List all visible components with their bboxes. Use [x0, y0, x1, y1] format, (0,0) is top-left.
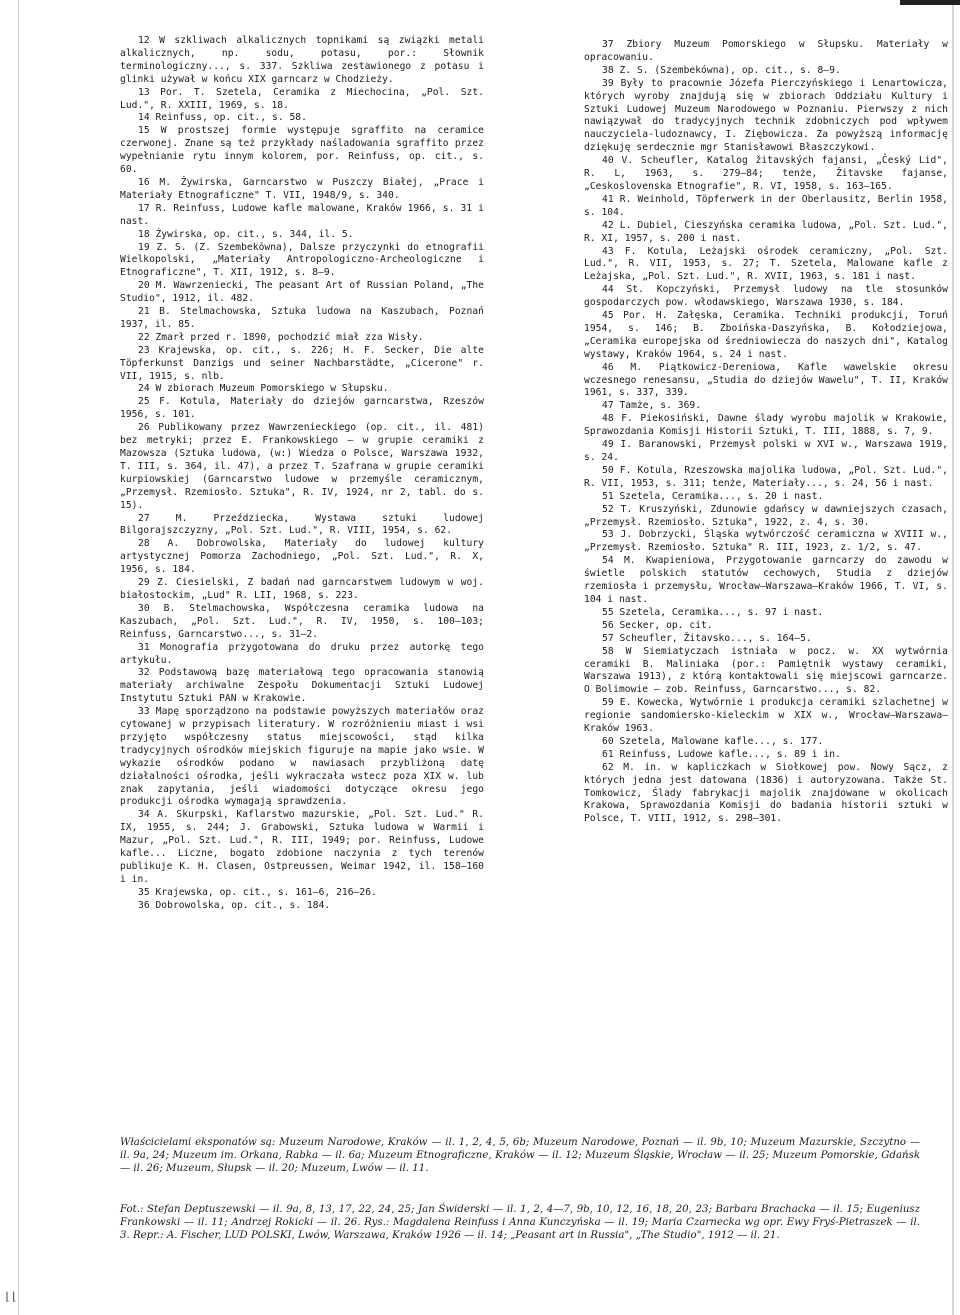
footnote: 52 T. Kruszyński, Zdunowie gdańscy w dawniejszych czasach, „Przemysł. Rzemiosło. Sztuka", 1922, z. 4, s. 30. — [584, 503, 948, 528]
footnote: 42 L. Dubiel, Cieszyńska ceramika ludowa, „Pol. Szt. Lud.", R. XI, 1957, s. 200 i nast. — [584, 219, 948, 244]
footnote: 30 B. Stelmachowska, Współczesna ceramika ludowa na Kaszubach, „Pol. Szt. Lud.", R. IV, 1950, s. 100—103; Reinfuss, Garncarstwo..., s. 31—2. — [120, 602, 484, 640]
footnote: 15 W prostszej formie występuje sgraffito na ceramice czerwonej. Znane są też przykłady naśladowania sgraffito przez wypełnianie rytu innym kolorem, por. Reinfuss, op. cit., s. 60. — [120, 125, 484, 176]
footnotes-columns — [120, 35, 948, 913]
footnote: 50 F. Kotula, Rzeszowska majolika ludowa, „Pol. Szt. Lud.", R. VII, 1953, s. 311; tenże, Materiały..., s. 24, 56 i nast. — [584, 464, 948, 489]
footnote: 14 Reinfuss, op. cit., s. 58. — [138, 112, 307, 124]
footnote: 33 Mapę sporządzono na podstawie powyższych materiałów oraz cytowanej w przypisach literatury. W rozróżnieniu miast i wsi przyjęto współczesny status miejscowości, stąd kilka tradycyjnych ośrodków miejskich figuruje na mapie jako wsie. W wykazie ośrodków podano w nawiasach przybliżoną datę działalności ośrodka, jeśli wykraczała wstecz poza XIX w. lub znak zapytania, jeśli wiadomości dotyczące okresu jego produkcji ośrodka wymagają sprawdzenia. — [120, 706, 484, 808]
footnote: 22 Zmarł przed r. 1890, pochodzić miał zza Wisły. — [138, 331, 424, 343]
footnote: 58 W Siemiatyczach istniała w pocz. w. XX wytwórnia ceramiki B. Maliniaka (por.: Pamiętnik wystawy ceramiki, Warszawa 1913), z którą kontaktowali się miejscowi garncarze. O Bolimowie — zob. Reinfuss, Garncarstwo..., s. 82. — [584, 645, 948, 696]
footnote: 34 A. Skurpski, Kaflarstwo mazurskie, „Pol. Szt. Lud." R. IX, 1955, s. 244; J. Grabowski, Sztuka ludowa w Warmii i Mazur, „Pol. Szt. Lud.", R. III, 1949; por. Reinfuss, Ludowe kafle... Liczne, bogato zdobione naczynia z tych terenów publikuje K. H. Clasen, Ostpreussen, Weimar 1942, il. 158—160 i in. — [120, 809, 484, 885]
footnote: 17 R. Reinfuss, Ludowe kafle malowane, Kraków 1966, s. 31 i nast. — [120, 202, 484, 227]
footnote: 23 Krajewska, op. cit., s. 226; H. F. Secker, Die alte Töpferkunst Danzigs und seiner Nachbarstädte, „Cicerone" r. VII, 1915, s. nlb. — [120, 344, 484, 382]
footnote: 44 St. Kopczyński, Przemysł ludowy na tle stosunków gospodarczych pow. włodawskiego, Warszawa 1930, s. 184. — [584, 284, 948, 309]
footnote: 45 Por. H. Załęska, Ceramika. Techniki produkcji, Toruń 1954, s. 146; B. Zboińska-Daszyńska, B. Kołodziejowa, „Ceramika europejska od średniowiecza do naszych dni", Katalog wystawy, Kraków 1964, s. 24 i nast. — [584, 310, 948, 360]
footnote: 47 Tamże, s. 369. — [602, 400, 702, 412]
footnotes-left-column — [120, 35, 484, 913]
page-edge-right — [952, 0, 954, 1315]
footnote: 35 Krajewska, op. cit., s. 161—6, 216—26. — [138, 886, 377, 898]
footnote: 61 Reinfuss, Ludowe kafle..., s. 89 i in. — [602, 748, 841, 760]
footnote: 27 M. Przeździecka, Wystawa sztuki ludowej Bilgorajszczyzny, „Pol. Szt. Lud.", R. VIII, 1954, s. 62. — [120, 512, 484, 537]
footnote: 32 Podstawową bazę materiałową tego opracowania stanowią materiały archiwalne Zespołu Dokumentacji Sztuki Ludowej Instytutu Sztuki PAN w Krakowie. — [120, 667, 484, 705]
footnote: 12 W szkliwach alkalicznych topnikami są związki metali alkalicznych, np. sodu, potasu, por.: Słownik terminologiczny..., s. 337. Szkliwa zestawionego z potasu i glinki używał w końcu XIX garncarz w Chodzieży. — [120, 35, 484, 85]
footnote: 31 Monografia przygotowana do druku przez autorkę tego artykułu. — [120, 641, 484, 666]
footnote: 49 I. Baranowski, Przemysł polski w XVI w., Warszawa 1919, s. 24. — [584, 439, 948, 463]
photo-credits-note: Fot.: Stefan Deptuszewski — il. 9a, 8, 13, 17, 22, 24, 25; Jan Świderski — il. 1, 2, 4—7, 9b, 10, 12, 16, 18, 20, 23; Barbara Brachacka — il. 15; Eugeniusz Frankowski — il. 11; Andrzej Rokicki — il. 26. Rys.: Magdalena Reinfuss i Anna Kunczyńska — il. 19; Maria Czarnecka wg opr. Ewy Fryś-Pietraszek — il. 3. Repr.: A. Fischer, LUD POLSKI, Lwów, Warszawa, Kraków 1926 — il. 14; „Peasant art in Russia", „The Studio", 1912 — il. 21. — [120, 1204, 920, 1242]
exhibit-owners-note: Właścicielami eksponatów są: Muzeum Narodowe, Kraków — il. 1, 2, 4, 5, 6b; Muzeum Narodowe, Poznań — il. 9b, 10; Muzeum Mazurskie, Szczytno — il. 9a, 24; Muzeum im. Orkana, Rabka — il. 6a; Muzeum Etnograficzne, Kraków — il. 12; Muzeum Śląskie, Wrocław — il. 25; Muzeum Pomorskie, Gdańsk — il. 26; Muzeum, Słupsk — il. 20; Muzeum, Lwów — il. 11. — [120, 1137, 920, 1175]
footnote: 46 M. Piątkowicz-Dereniowa, Kafle wawelskie okresu wczesnego renesansu, „Studia do dziejów Wawelu", T. II, Kraków 1961, s. 337, 339. — [584, 361, 948, 399]
footnote: 56 Secker, op. cit. — [602, 619, 713, 631]
footnote: 55 Szetela, Ceramika..., s. 97 i nast. — [602, 606, 824, 618]
footnote: 60 Szetela, Malowane kafle..., s. 177. — [602, 735, 824, 747]
scan-corner-mark: ⌊⌊ — [4, 1290, 18, 1303]
footnote: 21 B. Stelmachowska, Sztuka ludowa na Kaszubach, Poznań 1937, il. 85. — [120, 306, 484, 330]
footnote: 54 M. Kwapieniowa, Przygotowanie garncarzy do zawodu w świetle polskich statutów cechowych, Studia z dziejów rzemiosła i przemysłu, Wrocław—Warszawa—Kraków 1966, T. VI, s. 104 i nast. — [584, 555, 948, 605]
footnote: 38 Z. S. (Szembekówna), op. cit., s. 8—9. — [602, 64, 841, 76]
footnote: 28 A. Dobrowolska, Materiały do ludowej kultury artystycznej Pomorza Zachodniego, „Pol. Szt. Lud.", R. X, 1956, s. 184. — [120, 538, 484, 576]
footnote: 29 Z. Ciesielski, Z badań nad garncarstwem ludowym w woj. białostockim, „Lud" R. LII, 1968, s. 223. — [120, 577, 484, 601]
footnote: 53 J. Dobrzycki, Śląska wytwórczość ceramiczna w XVIII w., „Przemysł. Rzemiosło. Sztuka" R. III, 1923, z. 1/2, s. 47. — [584, 529, 948, 554]
footnote: 20 M. Wawrzeniecki, The peasant Art of Russian Poland, „The Studio", 1912, il. 482. — [120, 280, 484, 305]
footnote: 51 Szetela, Ceramika..., s. 20 i nast. — [602, 490, 824, 502]
scan-top-mark — [900, 0, 960, 5]
footnote: 19 Z. S. (Z. Szembekówna), Dalsze przyczynki do etnografii Wielkopolski, „Materiały Antropologiczno-Archeologiczne i Etnograficzne", T. XII, 1912, s. 8—9. — [120, 241, 484, 279]
footnote: 36 Dobrowolska, op. cit., s. 184. — [138, 899, 331, 911]
footnote: 18 Żywirska, op. cit., s. 344, il. 5. — [138, 228, 354, 240]
footnote: 43 F. Kotula, Leżajski ośrodek ceramiczny, „Pol. Szt. Lud.", R. VII, 1953, s. 27; T. Szetela, Malowane kafle z Leżajska, „Pol. Szt. Lud.", R. XVII, 1963, s. 181 i nast. — [584, 245, 948, 283]
footnote: 41 R. Weinhold, Töpferwerk in der Oberlausitz, Berlin 1958, s. 104. — [584, 193, 948, 218]
footnote: 25 F. Kotula, Materiały do dziejów garncarstwa, Rzeszów 1956, s. 101. — [120, 396, 484, 421]
footnote: 26 Publikowany przez Wawrzenieckiego (op. cit., il. 481) bez metryki; przez E. Frankowskiego — w grupie ceramiki z Mazowsza (Sztuka ludowa, (w:) Wiedza o Polsce, Warszawa 1932, T. III, s. 364, il. 47), a przez T. Szafrana w grupie ceramiki kurpiowskiej (Garncarstwo ludowe w przemyśle ceramicznym, „Przemysł. Rzemiosło. Sztuka", R. IV, 1924, nr 2, tabl. do s. 15). — [120, 422, 484, 511]
footnote: 13 Por. T. Szetela, Ceramika z Miechocina, „Pol. Szt. Lud.", R. XXIII, 1969, s. 18. — [120, 86, 484, 111]
footnote: 24 W zbiorach Muzeum Pomorskiego w Słupsku. — [138, 383, 389, 395]
footnote: 39 Były to pracownie Józefa Pierczyńskiego i Lenartowicza, których wyroby znajdują się w zbiorach Oddziału Kultury i Sztuki Ludowej Muzeum Narodowego w Poznaniu. Pierwszy z nich nawiązywał do tradycyjnych technik zdobniczych pod wpływem nauczyciela-ludoznawcy, I. Ziębowicza. Za powyższą informację dziękuję serdecznie mgr Stanisławowi Błaszczykowi. — [584, 77, 948, 154]
footnote: 57 Scheufler, Žitavsko..., s. 164—5. — [602, 632, 812, 644]
footnote: 37 Zbiory Muzeum Pomorskiego w Słupsku. Materiały w opracowaniu. — [584, 39, 948, 63]
footnote: 48 F. Piekosiński, Dawne ślady wyrobu majolik w Krakowie, Sprawozdania Komisji Historii Sztuki, T. III, 1888, s. 7, 9. — [584, 413, 948, 438]
footnote: 59 E. Kowecka, Wytwórnie i produkcja ceramiki szlachetnej w regionie sandomiersko-kieleckim w XIX w., Wrocław—Warszawa—Kraków 1963. — [584, 697, 948, 735]
footnote: 62 M. in. w kapliczkach w Siołkowej pow. Nowy Sącz, z których jedna jest datowana (1836) i autoryzowana. Także St. Tomkowicz, Ślady fabrykacji majolik znajdowane w okolicach Krakowa, Sprawozdania Komisji do badania historii sztuki w Polsce, T. VIII, 1912, s. 298—301. — [584, 761, 948, 825]
footnotes-right-column — [584, 39, 948, 913]
page-edge-left — [18, 0, 19, 1315]
footnote: 16 M. Żywirska, Garncarstwo w Puszczy Białej, „Prace i Materiały Etnograficzne" T. VII, 1948/9, s. 340. — [120, 176, 484, 201]
footnote: 40 V. Scheufler, Katalog žitavských fajansi, „Český Lid", R. L, 1963, s. 279—84; tenże, Žitavske fajanse, „Ceskoslovenska Etnografie", R. VI, 1958, s. 163—165. — [584, 155, 948, 192]
